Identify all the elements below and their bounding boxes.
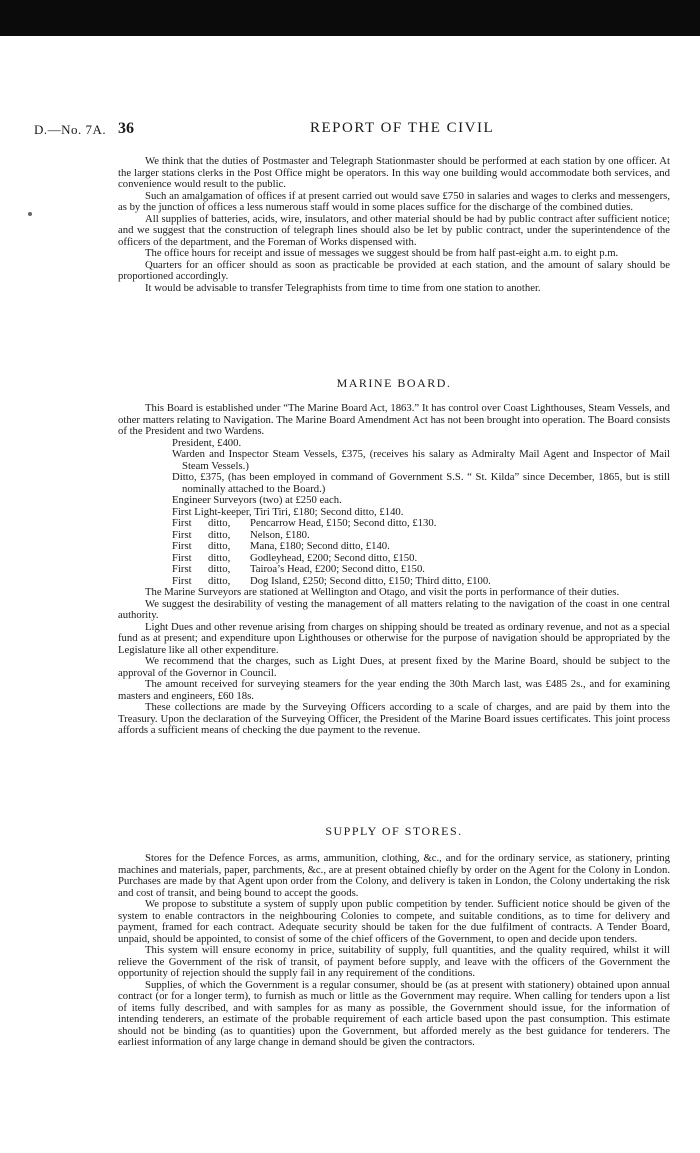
paragraph: Supplies, of which the Government is a regular consumer, should be (as at present with stationery) obtained upon annual contract (or for a longer term), to furnish as much or little as the Government may require. When calling for tenders upon a list of items fully described, and with samples for as many as possible, the Government should issue, for the information of intending tenderers, an estimate of the probable requirement of each article based upon the past consumption. This estimate should not be binding (as to quantities) upon the Government, but afforded merely as the best guidance for tenderers. The earliest information of any large change in demand should be given the contractors. — [118, 978, 670, 1048]
keeper-detail: Godleyhead, £200; Second ditto, £150. — [250, 551, 418, 564]
keeper-ditto: ditto, — [208, 574, 231, 587]
marine-board-heading: MARINE BOARD. — [336, 376, 452, 390]
keeper-ditto: ditto, — [208, 540, 231, 552]
keeper-detail: Pencarrow Head, £150; Second ditto, £130. — [250, 517, 437, 529]
paragraph: Light Dues and other revenue arising from charges on shipping should be treated as ordinary revenue, and not as a special fund as at present; and expenditure upon Lighthouses or otherwise for the purpose of navigation should be appropriated by the Legislature like all other expenditure. — [118, 620, 670, 656]
keeper-detail: Tairoa’s Head, £200; Second ditto, £150. — [250, 563, 425, 575]
paragraph: All supplies of batteries, acids, wire, insulators, and other material should be had by public contract after sufficient notice; and we suggest that the construction of telegraph lines should also be let by public contract, under the superintendence of the officers of the department, and the Foreman of Works dispensed with. — [118, 212, 670, 248]
keeper-ditto: ditto, — [208, 551, 231, 564]
keeper-ditto: ditto, — [208, 517, 231, 529]
keeper-row — [118, 564, 670, 576]
paragraph: We propose to substitute a system of supply upon public competition by tender. Sufficient notice should be given of the system to enable contractors in the neighbouring Colonies to compete, and suitable conditions, as to time for delivery and payment, framed for each contract. Adequate security should be taken for the due fulfilment of contracts. A Tender Board, unpaid, should be appointed, to consist of some of the chief officers of the Government, to open and decide upon tenders. — [118, 898, 670, 945]
keeper-row — [118, 541, 670, 553]
keeper-rank: First — [172, 551, 192, 564]
paragraph: The office hours for receipt and issue of messages we suggest should be from half past-eight a.m. to eight p.m. — [145, 247, 619, 259]
supply-of-stores-heading: SUPPLY OF STORES. — [325, 824, 463, 838]
supply-of-stores-section — [118, 853, 670, 1049]
keeper-rank: First — [172, 540, 192, 552]
keeper-row — [118, 530, 670, 542]
keeper-rank: First — [172, 563, 192, 575]
paragraph: The Marine Surveyors are stationed at Wellington and Otago, and visit the ports in performance of their duties. — [145, 586, 620, 598]
paragraph: This Board is established under “The Marine Board Act, 1863.” It has control over Coast Lighthouses, Steam Vessels, and other matters relating to Navigation. The Marine Board Amendment Act has not been brought into operation. The Board consists of the President and two Wardens. — [118, 402, 670, 437]
staff-entry: Ditto, £375, (has been employed in command of Government S.S. “ St. Kilda” since December, 1865, but is still nominally attached to the Board.) — [172, 471, 670, 495]
staff-entry: Engineer Surveyors (two) at £250 each. — [172, 494, 342, 506]
page-number: 36 — [118, 120, 134, 137]
scan-top-border — [0, 0, 700, 36]
staff-entry: First Light-keeper, Tiri Tiri, £180; Second ditto, £140. — [172, 505, 404, 518]
page-header — [0, 122, 700, 142]
keeper-ditto: ditto, — [208, 528, 231, 541]
paragraph: It would be advisable to transfer Telegraphists from time to time from one station to another. — [145, 281, 541, 294]
margin-speck — [28, 212, 32, 216]
marine-board-section — [118, 403, 670, 737]
paragraph: Quarters for an officer should as soon as practicable be provided at each station, and the amount of salary should be proportioned accordingly. — [118, 258, 670, 282]
keeper-detail: Dog Island, £250; Second ditto, £150; Third ditto, £100. — [250, 574, 491, 587]
paragraph: Stores for the Defence Forces, as arms, ammunition, clothing, &c., and for the ordinary service, as stationery, printing machines and materials, paper, parchments, &c., are at present obtained chiefly by order on the Agent for the Colony in London. Purchases are made by that Agent upon order from the Colony, and delivery is taken in London, the Colony undertaking the risk and cost of transit, and being bound to accept the goods. — [118, 852, 670, 899]
keeper-ditto: ditto, — [208, 563, 231, 575]
paragraph: These collections are made by the Surveying Officers according to a scale of charges, and are paid by them into the Treasury. Upon the declaration of the Surveying Officer, the President of the Marine Board issues certificates. This joint process affords a sufficient means of checking the due payment to the revenue. — [118, 701, 670, 736]
paragraph: We recommend that the charges, such as Light Dues, at present fixed by the Marine Board, should be subject to the approval of the Governor in Council. — [118, 655, 670, 679]
document-reference: D.—No. 7A. — [34, 122, 107, 137]
staff-entry: President, £400. — [172, 436, 242, 449]
keeper-rank: First — [172, 574, 192, 587]
running-title: REPORT OF THE CIVIL — [310, 120, 495, 136]
staff-entry: Warden and Inspector Steam Vessels, £375, (receives his salary as Admiralty Mail Agent and Inspector of Mail Steam Vessels.) — [172, 448, 670, 472]
paragraph: The amount received for surveying steamers for the year ending the 30th March last, was £485 2s., and for examining masters and engineers, £60 18s. — [118, 678, 670, 702]
paragraph: We suggest the desirability of vesting the management of all matters relating to the navigation of the coast in one central authority. — [118, 597, 670, 621]
keeper-detail: Nelson, £180. — [250, 528, 310, 541]
keeper-row — [118, 518, 670, 530]
paragraph: We think that the duties of Postmaster and Telegraph Stationmaster should be performed at each station by one officer. At the larger stations clerks in the Post Office might be operators. In this way one building would accommodate both services, and convenience would result to the public. — [118, 155, 670, 190]
keeper-detail: Mana, £180; Second ditto, £140. — [250, 540, 390, 552]
telegraph-section — [118, 156, 670, 294]
paragraph: Such an amalgamation of offices if at present carried out would save £750 in salaries and wages to clerks and messengers, as by the junction of offices a less numerous staff would in some places suffice for the discharge of the combined duties. — [118, 189, 670, 213]
keeper-rank: First — [172, 517, 192, 529]
paragraph: This system will ensure economy in price, suitability of supply, full quantities, and the quality required, whilst it will relieve the Government of the risk of transit, of payment before supply, and leave with the officers of the Government the opportunity of rejection should the supply fail in any requirement of the conditions. — [118, 944, 670, 979]
keeper-rank: First — [172, 528, 192, 541]
